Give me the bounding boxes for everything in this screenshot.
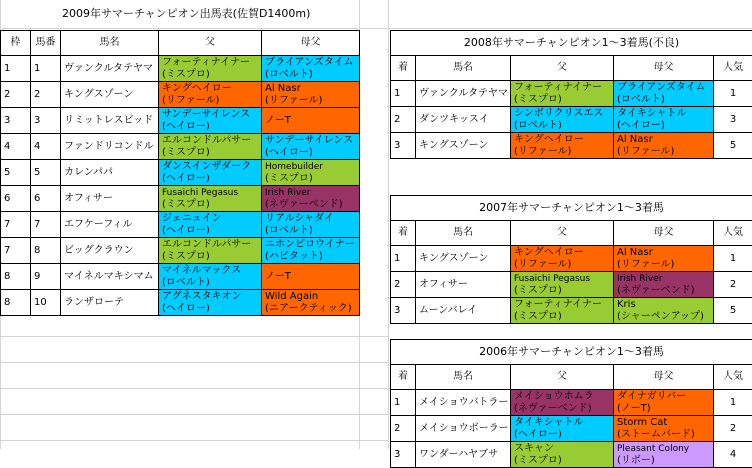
damsire-cell[interactable] [614,81,714,107]
damsire-cell-line1: ノーT [265,271,356,283]
column-header: 馬名 [416,56,511,81]
column-header: 父 [511,56,614,81]
damsire-cell[interactable] [614,133,714,159]
column-header: 馬名 [416,221,511,246]
popularity-cell[interactable]: 3 [714,107,752,133]
damsire-cell-line1: Wild Again [265,291,356,303]
column-header: 人気 [714,56,752,81]
popularity-cell[interactable]: 1 [714,81,752,107]
damsire-cell[interactable] [262,82,360,108]
sire-cell-line2: (ミスプロ) [514,455,610,467]
sire-cell[interactable] [511,298,614,324]
damsire-cell[interactable] [614,107,714,133]
number-cell[interactable]: 4 [31,134,61,160]
damsire-cell-line1: Al Nasr [617,134,710,146]
sire-cell[interactable] [159,134,262,160]
table-row [1,108,360,134]
damsire-cell[interactable] [614,442,714,468]
sire-cell[interactable] [159,238,262,264]
column-header: 着 [391,365,416,390]
entry-table-title: 2009年サマーチャンピオン出馬表(佐賀D1400m) [62,7,310,21]
number-cell[interactable]: 9 [31,264,61,290]
column-header: 馬名 [416,365,511,390]
horse-name-cell[interactable]: メイショウボーラー [416,416,511,442]
column-header: 馬番 [31,31,61,56]
rank-cell[interactable]: 2 [391,272,416,298]
horse-name-cell[interactable]: ヴァンクルタテヤマ [61,56,159,82]
popularity-cell[interactable]: 5 [714,298,752,324]
waku-cell[interactable]: 7 [1,212,31,238]
column-header: 母父 [614,56,714,81]
sire-cell[interactable] [159,56,262,82]
sire-cell-line2: (ヘイロー) [162,303,258,315]
damsire-cell-line2: (リファール) [265,95,356,107]
sire-cell-line1: Fusaichi Pegasus [514,273,610,285]
table-row [391,246,752,272]
damsire-cell[interactable] [262,290,360,316]
popularity-cell[interactable]: 4 [714,442,752,468]
number-cell[interactable]: 5 [31,160,61,186]
sire-cell[interactable] [511,272,614,298]
horse-name-cell[interactable]: ムーンバレイ [416,298,511,324]
damsire-cell[interactable] [262,134,360,160]
waku-cell[interactable]: 7 [1,238,31,264]
results-table-title: 2006年サマーチャンピオン1〜3着馬 [391,340,752,365]
horse-name-cell[interactable]: カレンパパ [61,160,159,186]
sire-cell[interactable] [159,186,262,212]
waku-cell[interactable]: 6 [1,186,31,212]
damsire-cell-line2: (ヘイロー) [617,120,710,132]
sire-cell-line2: (ネヴァーベンド) [514,403,610,415]
popularity-cell[interactable]: 1 [714,246,752,272]
damsire-cell-line2: (ロベルト) [265,69,356,81]
rank-cell[interactable]: 2 [391,107,416,133]
damsire-cell-line1: ブライアンズタイム [265,57,356,69]
damsire-cell-line2: (ロベルト) [617,94,710,106]
damsire-cell-line1: ノーT [265,115,356,127]
table-row [1,160,360,186]
sire-cell-line1: フォーティナイナー [514,82,610,94]
damsire-cell-line1: Storm Cat [617,417,710,429]
sire-cell-line2: (ミスプロ) [162,147,258,159]
number-cell[interactable]: 8 [31,238,61,264]
popularity-cell[interactable]: 2 [714,416,752,442]
damsire-cell-line2: (リファール) [617,259,710,271]
sire-cell-line1: メイショウホムラ [514,391,610,403]
damsire-cell-line2: (ネヴァーベンド) [265,199,356,211]
damsire-cell[interactable] [262,264,360,290]
damsire-cell[interactable] [614,416,714,442]
sire-cell[interactable] [511,390,614,416]
results-table-1 [390,195,752,324]
sire-cell-line1: アグネスタキオン [162,291,258,303]
table-title-row [391,340,752,365]
gridline [0,414,388,415]
waku-cell[interactable]: 1 [1,56,31,82]
rank-cell[interactable]: 3 [391,442,416,468]
gridline [0,28,752,29]
table-row [391,298,752,324]
sire-cell-line1: ダンスインザダーク [162,161,258,173]
gridline [0,336,388,337]
header-row [391,365,752,390]
damsire-cell[interactable] [262,186,360,212]
sire-cell-line2: (ヘイロー) [514,429,610,441]
table-row [1,82,360,108]
horse-name-cell[interactable]: ファンドリコンドル [61,134,159,160]
damsire-cell-line2: (ミスプロ) [265,173,356,185]
sire-cell[interactable] [511,133,614,159]
sire-cell-line1: キングヘイロー [514,247,610,259]
waku-cell[interactable]: 2 [1,82,31,108]
sire-cell[interactable] [511,81,614,107]
waku-cell[interactable]: 4 [1,134,31,160]
damsire-cell[interactable] [262,56,360,82]
damsire-cell-line2: (ロベルト) [265,225,356,237]
column-header: 枠 [1,31,31,56]
gridline [388,0,389,449]
sire-cell-line1: スキャン [514,443,610,455]
horse-name-cell[interactable]: ビッグクラウン [61,238,159,264]
horse-name-cell[interactable]: エフケーフィル [61,212,159,238]
rank-cell[interactable]: 3 [391,133,416,159]
header-row [1,31,360,56]
table-row [1,134,360,160]
sire-cell[interactable] [511,442,614,468]
gridline [0,440,388,441]
horse-name-cell[interactable]: ダンツキッスイ [416,107,511,133]
sire-cell-line2: (ヘイロー) [162,225,258,237]
waku-cell[interactable]: 3 [1,108,31,134]
damsire-cell-line1: ダイナガリバー [617,391,710,403]
sire-cell[interactable] [511,107,614,133]
results-table-title: 2007年サマーチャンピオン1〜3着馬 [391,196,752,221]
damsire-cell-line2: (リボー) [617,455,710,467]
number-cell[interactable]: 1 [31,56,61,82]
column-header: 母父 [262,31,360,56]
sire-cell-line1: エルコンドルパサー [162,135,258,147]
table-row [1,290,360,316]
sire-cell-line1: ジェニュイン [162,213,258,225]
damsire-cell-line1: Al Nasr [265,83,356,95]
table-row [1,186,360,212]
column-header: 馬名 [61,31,159,56]
horse-name-cell[interactable]: キングスゾーン [416,246,511,272]
popularity-cell[interactable]: 5 [714,133,752,159]
gridline [0,362,388,363]
damsire-cell-line2: (ストームバード) [617,429,710,441]
sire-cell-line1: Fusaichi Pegasus [162,187,258,199]
sire-cell-line2: (ヘイロー) [162,121,258,133]
waku-cell[interactable]: 5 [1,160,31,186]
damsire-cell-line1: ニホンピロウイナー [265,239,356,251]
column-header: 父 [511,221,614,246]
sire-cell[interactable] [159,212,262,238]
horse-name-cell[interactable]: ワンダーハヤブサ [416,442,511,468]
sire-cell[interactable] [159,290,262,316]
damsire-cell-line1: Irish River [617,273,710,285]
damsire-cell[interactable] [262,212,360,238]
gridline [0,388,388,389]
table-row [391,442,752,468]
waku-cell[interactable]: 8 [1,264,31,290]
sire-cell-line2: (ミスプロ) [514,285,610,297]
damsire-cell-line1: リアルシャダイ [265,213,356,225]
sire-cell-line1: タイキシャトル [514,417,610,429]
popularity-cell[interactable]: 2 [714,272,752,298]
table-title-row [391,196,752,221]
sire-cell-line2: (ロベルト) [514,120,610,132]
damsire-cell-line2: (ニアークティック) [265,303,356,315]
column-header: 父 [511,365,614,390]
damsire-cell-line1: Al Nasr [617,247,710,259]
sire-cell-line2: (ミスプロ) [514,311,610,323]
damsire-cell-line1: Kris [617,299,710,311]
column-header: 着 [391,221,416,246]
sire-cell-line1: エルコンドルパサー [162,239,258,251]
horse-name-cell[interactable]: ヴァンクルタテヤマ [416,81,511,107]
header-row [391,221,752,246]
rank-cell[interactable]: 1 [391,246,416,272]
column-header: 人気 [714,365,752,390]
results-table-0 [390,30,752,159]
table-row [391,416,752,442]
damsire-cell[interactable] [614,390,714,416]
waku-cell[interactable]: 8 [1,290,31,316]
table-row [391,133,752,159]
damsire-cell-line2: (リファール) [617,146,710,158]
damsire-cell-line1: Irish River [265,187,356,199]
sire-cell-line1: マイネルマックス [162,265,258,277]
damsire-cell[interactable] [614,272,714,298]
damsire-cell-line2: (シャーペンアップ) [617,311,710,323]
horse-name-cell[interactable]: メイショウバトラー [416,390,511,416]
column-header: 母父 [614,365,714,390]
damsire-cell-line2: (ノーT) [617,403,710,415]
table-row [1,264,360,290]
sire-cell-line2: (ロベルト) [162,277,258,289]
sire-cell-line1: フォーティナイナー [162,57,258,69]
number-cell[interactable]: 10 [31,290,61,316]
sire-cell-line1: フォーティナイナー [514,299,610,311]
damsire-cell[interactable] [262,108,360,134]
sire-cell-line1: シンボリクリスエス [514,108,610,120]
sire-cell-line1: キングヘイロー [162,83,258,95]
horse-name-cell[interactable]: キングスゾーン [61,82,159,108]
sire-cell-line2: (ミスプロ) [162,199,258,211]
sire-cell-line2: (リファール) [514,259,610,271]
damsire-cell-line1: ブライアンズタイム [617,82,710,94]
damsire-cell-line2: (ハビタット) [265,251,356,263]
sire-cell-line2: (リファール) [514,146,610,158]
rank-cell[interactable]: 1 [391,390,416,416]
number-cell[interactable]: 6 [31,186,61,212]
horse-name-cell[interactable]: オフィサー [416,272,511,298]
damsire-cell[interactable] [614,246,714,272]
column-header: 父 [159,31,262,56]
sire-cell-line2: (ヘイロー) [162,173,258,185]
sire-cell[interactable] [159,264,262,290]
rank-cell[interactable]: 3 [391,298,416,324]
number-cell[interactable]: 3 [31,108,61,134]
sire-cell-line2: (ミスプロ) [162,69,258,81]
table-row [1,212,360,238]
table-row [1,56,360,82]
column-header: 母父 [614,221,714,246]
sire-cell[interactable] [159,82,262,108]
table-row [391,81,752,107]
results-table-title: 2008年サマーチャンピオン1〜3着馬(不良) [391,31,752,56]
horse-name-cell[interactable]: キングスゾーン [416,133,511,159]
popularity-cell[interactable]: 1 [714,390,752,416]
damsire-cell[interactable] [614,298,714,324]
horse-name-cell[interactable]: リミットレスビッド [61,108,159,134]
sire-cell[interactable] [159,160,262,186]
table-row [391,107,752,133]
table-title-row [391,31,752,56]
table-row [1,238,360,264]
number-cell[interactable]: 7 [31,212,61,238]
damsire-cell-line2: (ヘイロー) [265,147,356,159]
sire-cell-line2: (リファール) [162,95,258,107]
number-cell[interactable]: 2 [31,82,61,108]
damsire-cell-line2: (ネヴァーベンド) [617,285,710,297]
damsire-cell[interactable] [262,160,360,186]
column-header: 着 [391,56,416,81]
horse-name-cell[interactable]: ランザローテ [61,290,159,316]
damsire-cell-line1: Homebuilder [265,161,356,173]
column-header: 人気 [714,221,752,246]
header-row [391,56,752,81]
horse-name-cell[interactable]: マイネルマキシマム [61,264,159,290]
rank-cell[interactable]: 1 [391,81,416,107]
table-row [391,272,752,298]
entry-table [0,30,360,316]
sire-cell-line2: (ミスプロ) [514,94,610,106]
sire-cell[interactable] [159,108,262,134]
horse-name-cell[interactable]: オフィサー [61,186,159,212]
sire-cell-line1: サンデーサイレンス [162,109,258,121]
damsire-cell-line1: タイキシャトル [617,108,710,120]
rank-cell[interactable]: 2 [391,416,416,442]
sire-cell[interactable] [511,416,614,442]
sire-cell-line1: キングヘイロー [514,134,610,146]
damsire-cell-line1: Pleasant Colony [617,443,710,455]
sire-cell[interactable] [511,246,614,272]
damsire-cell[interactable] [262,238,360,264]
damsire-cell-line1: サンデーサイレンス [265,135,356,147]
sire-cell-line2: (ミスプロ) [162,251,258,263]
table-row [391,390,752,416]
